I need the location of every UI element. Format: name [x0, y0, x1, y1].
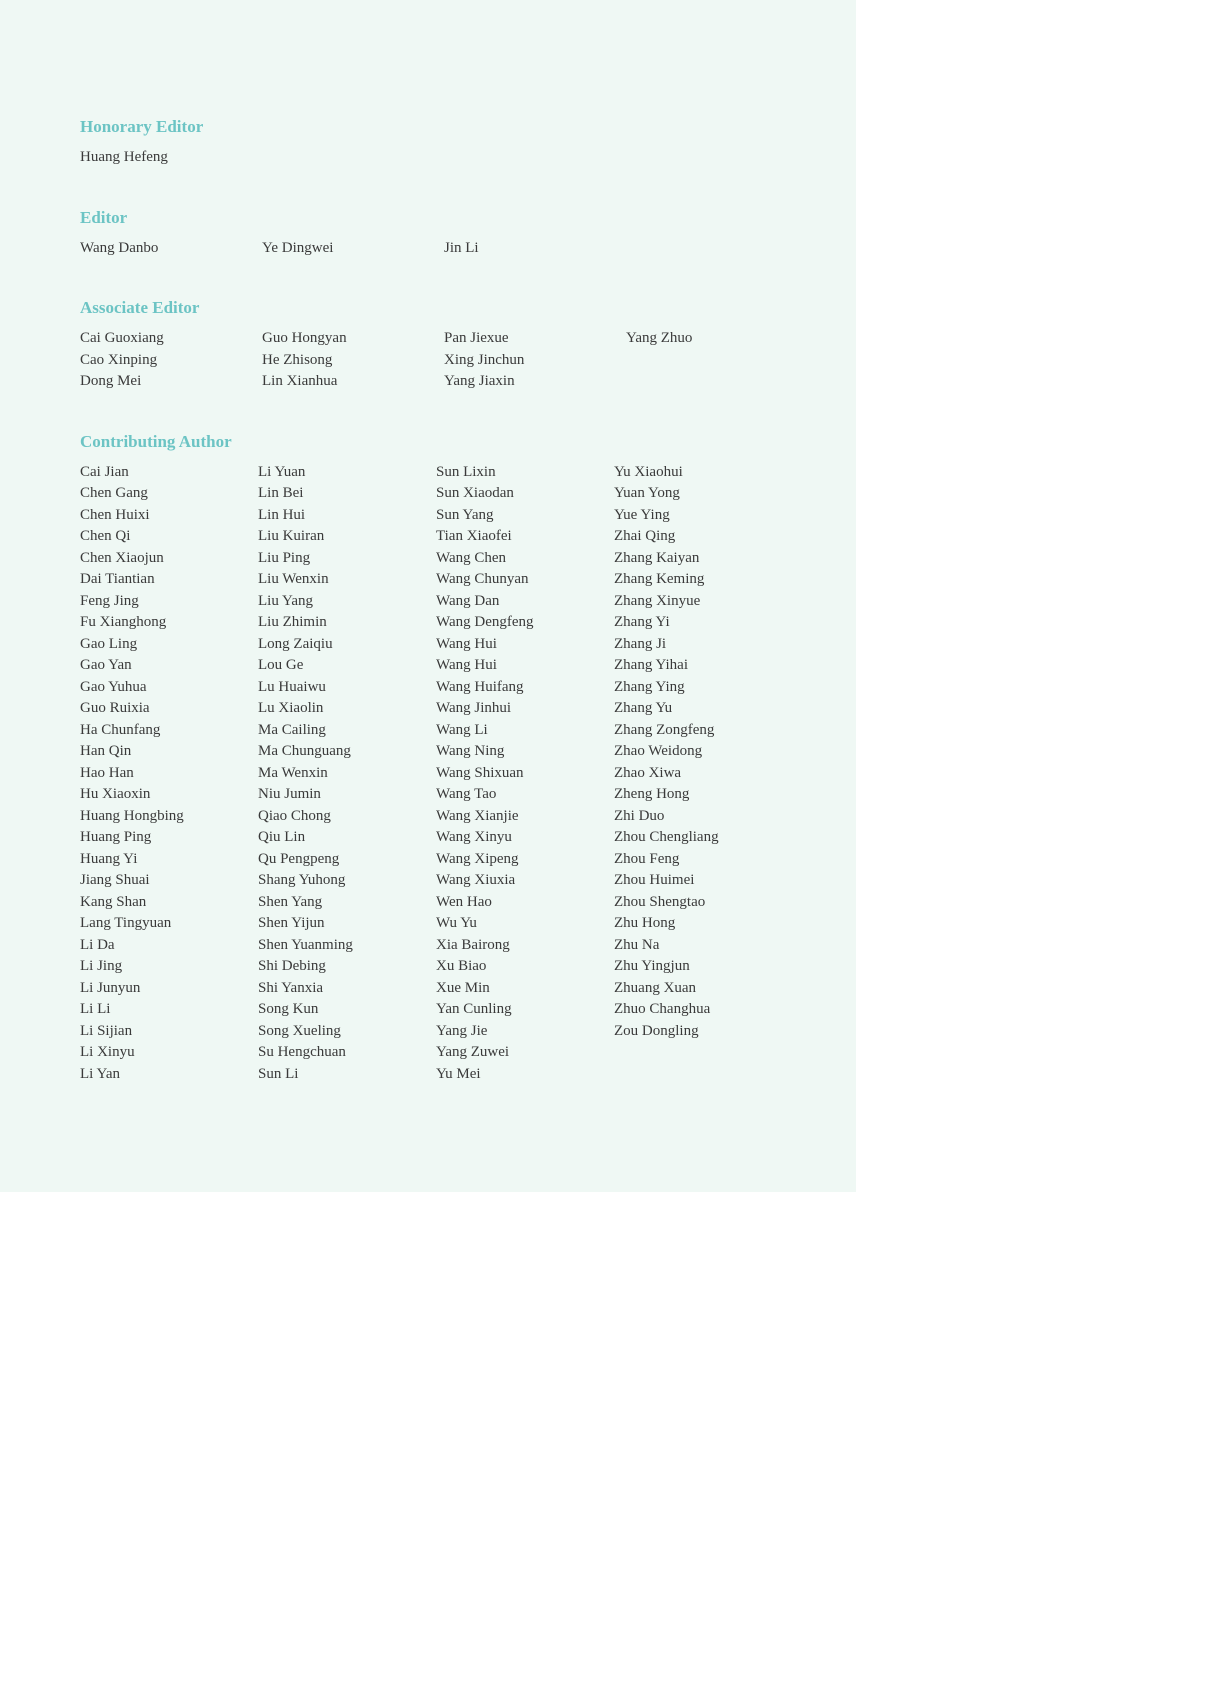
- name-entry: Yuan Yong: [614, 485, 680, 501]
- name-entry: Xue Min: [436, 979, 490, 996]
- name-row: [80, 1064, 820, 1086]
- name-entry: Jiang Shuai: [80, 872, 150, 888]
- name-entry: Gao Yan: [80, 657, 132, 673]
- name-row: [80, 371, 820, 393]
- name-entry: [626, 350, 808, 372]
- name-entry: Li Li: [80, 1001, 111, 1017]
- name-row: [80, 698, 820, 720]
- name-entry: [614, 1064, 792, 1086]
- name-entry: Yu Mei: [436, 1065, 481, 1082]
- name-row: [80, 655, 820, 677]
- name-entry: Yue Ying: [614, 506, 670, 523]
- honorary-editor-heading: Honorary Editor: [80, 117, 204, 136]
- name-entry: Zhang Yi: [614, 614, 670, 630]
- name-entry: Xing Jinchun: [444, 351, 525, 368]
- name-entry: Yang Zhuo: [626, 330, 693, 346]
- associate-editor-section: [80, 296, 820, 393]
- name-entry: Li Da: [80, 936, 115, 953]
- name-entry: Ye Dingwei: [262, 239, 334, 256]
- name-entry: Chen Gang: [80, 485, 148, 501]
- name-entry: Zhou Shengtao: [614, 893, 706, 910]
- name-entry: Yang Jiaxin: [444, 373, 515, 389]
- name-entry: Wang Shixuan: [436, 764, 524, 781]
- name-entry: Gao Yuhua: [80, 678, 147, 695]
- name-entry: Li Xinyu: [80, 1044, 135, 1060]
- name-entry: Zhou Huimei: [614, 872, 695, 888]
- name-row: [80, 569, 820, 591]
- name-entry: Zhao Weidong: [614, 743, 703, 759]
- name-entry: Sun Xiaodan: [436, 485, 514, 501]
- associate-editor-names: [80, 328, 820, 393]
- name-entry: Li Yuan: [258, 463, 306, 480]
- name-row: [80, 462, 820, 484]
- name-row: [80, 147, 820, 169]
- name-entry: Dai Tiantian: [80, 571, 155, 587]
- name-row: [80, 763, 820, 785]
- name-row: [80, 1042, 820, 1064]
- name-row: [80, 806, 820, 828]
- name-row: [80, 827, 820, 849]
- name-entry: Wen Hao: [436, 893, 492, 910]
- name-entry: Shi Debing: [258, 958, 326, 974]
- name-entry: Wang Hui: [436, 657, 497, 673]
- name-row: [80, 505, 820, 527]
- name-row: [80, 591, 820, 613]
- name-row: [80, 677, 820, 699]
- name-entry: Wang Chen: [436, 549, 507, 566]
- editor-section: [80, 206, 820, 260]
- name-entry: Lang Tingyuan: [80, 915, 172, 931]
- name-entry: Huang Ping: [80, 829, 152, 845]
- name-entry: Yan Cunling: [436, 1001, 512, 1017]
- editor-heading: Editor: [80, 207, 128, 227]
- associate-editor-heading: Associate Editor: [80, 298, 200, 317]
- name-entry: Zhang Zongfeng: [614, 721, 715, 738]
- name-entry: Liu Zhimin: [258, 614, 327, 630]
- contributing-author-names: [80, 462, 820, 1086]
- name-entry: Wang Xiuxia: [436, 872, 516, 888]
- name-entry: Wang Dengfeng: [436, 614, 534, 630]
- name-entry: Jin Li: [444, 239, 479, 256]
- page-sheet: [0, 0, 856, 1192]
- name-entry: Shen Yijun: [258, 915, 325, 931]
- name-entry: Qu Pengpeng: [258, 850, 340, 867]
- name-entry: Qiu Lin: [258, 829, 306, 845]
- name-entry: Zhou Chengliang: [614, 829, 719, 845]
- name-entry: Lou Ge: [258, 657, 304, 673]
- name-entry: Xia Bairong: [436, 936, 510, 953]
- name-entry: Zhao Xiwa: [614, 764, 682, 781]
- name-entry: Ma Chunguang: [258, 743, 351, 759]
- name-entry: Shi Yanxia: [258, 979, 324, 996]
- name-entry: Wang Huifang: [436, 678, 524, 695]
- name-row: [80, 784, 820, 806]
- name-entry: Sun Li: [258, 1065, 299, 1082]
- name-entry: Wang Li: [436, 721, 488, 738]
- name-entry: Li Yan: [80, 1065, 121, 1082]
- name-row: [80, 238, 820, 260]
- name-entry: Chen Qi: [80, 528, 131, 544]
- name-row: [80, 720, 820, 742]
- name-entry: Sun Lixin: [436, 463, 496, 480]
- name-entry: Wang Danbo: [80, 239, 159, 256]
- name-entry: Han Qin: [80, 743, 132, 759]
- name-entry: Lin Hui: [258, 506, 306, 523]
- name-entry: Li Junyun: [80, 979, 141, 996]
- contributing-author-heading: Contributing Author: [80, 431, 232, 451]
- editor-names: [80, 238, 820, 260]
- name-entry: Dong Mei: [80, 373, 142, 389]
- name-entry: Wang Jinhui: [436, 700, 512, 716]
- name-entry: He Zhisong: [262, 351, 333, 368]
- name-entry: Niu Jumin: [258, 786, 321, 802]
- name-entry: Wang Chunyan: [436, 571, 529, 587]
- name-entry: Liu Kuiran: [258, 528, 325, 544]
- name-entry: Shen Yang: [258, 893, 323, 910]
- name-entry: Chen Xiaojun: [80, 549, 164, 566]
- name-entry: [626, 371, 808, 393]
- name-entry: Wang Hui: [436, 635, 497, 652]
- name-entry: Yang Jie: [436, 1022, 488, 1039]
- name-entry: Cai Jian: [80, 463, 129, 480]
- name-entry: Long Zaiqiu: [258, 635, 333, 652]
- name-row: [80, 849, 820, 871]
- name-entry: Zhi Duo: [614, 807, 665, 824]
- name-row: [80, 913, 820, 935]
- name-entry: Zhang Ji: [614, 635, 667, 652]
- name-entry: Zhu Yingjun: [614, 958, 690, 974]
- name-row: [80, 892, 820, 914]
- name-row: [80, 956, 820, 978]
- name-entry: Pan Jiexue: [444, 330, 509, 346]
- name-entry: Zhang Kaiyan: [614, 549, 700, 566]
- name-entry: Zhou Feng: [614, 850, 680, 867]
- honorary-editor-section: [80, 115, 820, 169]
- name-entry: Song Kun: [258, 1001, 319, 1017]
- name-entry: Zhu Hong: [614, 915, 676, 931]
- name-entry: Wu Yu: [436, 915, 477, 931]
- name-entry: Qiao Chong: [258, 807, 331, 824]
- name-row: [80, 870, 820, 892]
- name-row: [80, 612, 820, 634]
- name-entry: Chen Huixi: [80, 506, 150, 523]
- name-entry: Yang Zuwei: [436, 1044, 510, 1060]
- name-row: [80, 350, 820, 372]
- name-entry: Tian Xiaofei: [436, 528, 512, 544]
- name-entry: Shang Yuhong: [258, 872, 346, 888]
- name-entry: Zhang Xinyue: [614, 592, 701, 609]
- name-entry: Lu Xiaolin: [258, 700, 324, 716]
- name-entry: Liu Wenxin: [258, 571, 329, 587]
- name-entry: Huang Hongbing: [80, 807, 184, 824]
- name-entry: Zheng Hong: [614, 786, 690, 802]
- name-entry: Lin Bei: [258, 485, 304, 501]
- name-entry: Shen Yuanming: [258, 936, 353, 953]
- name-entry: Huang Hefeng: [80, 149, 168, 165]
- name-entry: Zou Dongling: [614, 1022, 699, 1039]
- name-entry: Wang Tao: [436, 786, 497, 802]
- name-entry: Su Hengchuan: [258, 1044, 346, 1060]
- name-entry: Ma Wenxin: [258, 764, 328, 781]
- name-entry: Guo Ruixia: [80, 700, 150, 716]
- name-entry: Zhang Keming: [614, 571, 705, 587]
- name-entry: Zhang Yu: [614, 700, 673, 716]
- name-row: [80, 483, 820, 505]
- name-entry: Li Sijian: [80, 1022, 133, 1039]
- name-row: [80, 1021, 820, 1043]
- name-entry: Wang Xinyu: [436, 829, 512, 845]
- name-entry: [614, 1042, 792, 1064]
- name-entry: Hao Han: [80, 764, 134, 781]
- name-entry: Zhang Ying: [614, 678, 685, 695]
- name-entry: Liu Ping: [258, 549, 311, 566]
- name-row: [80, 328, 820, 350]
- name-row: [80, 526, 820, 548]
- name-row: [80, 999, 820, 1021]
- name-entry: Zhai Qing: [614, 528, 676, 544]
- name-row: [80, 741, 820, 763]
- name-entry: Zhuo Changhua: [614, 1001, 711, 1017]
- honorary-editor-names: [80, 147, 820, 169]
- contributing-author-section: [80, 430, 820, 1086]
- name-entry: Wang Xianjie: [436, 807, 519, 824]
- name-entry: Li Jing: [80, 958, 123, 974]
- name-entry: Liu Yang: [258, 592, 314, 609]
- name-entry: Guo Hongyan: [262, 330, 347, 346]
- name-entry: Wang Xipeng: [436, 850, 519, 867]
- name-entry: Huang Yi: [80, 850, 138, 867]
- name-entry: Feng Jing: [80, 592, 139, 609]
- name-entry: Gao Ling: [80, 635, 138, 652]
- name-entry: Zhu Na: [614, 936, 660, 953]
- name-row: [80, 548, 820, 570]
- name-entry: Zhang Yihai: [614, 657, 689, 673]
- name-entry: Kang Shan: [80, 893, 147, 910]
- name-entry: Hu Xiaoxin: [80, 786, 151, 802]
- name-entry: Wang Dan: [436, 592, 500, 609]
- name-entry: Fu Xianghong: [80, 614, 167, 630]
- name-entry: Ma Cailing: [258, 721, 326, 738]
- name-entry: Song Xueling: [258, 1022, 341, 1039]
- name-entry: Cai Guoxiang: [80, 330, 164, 346]
- name-entry: Zhuang Xuan: [614, 979, 697, 996]
- name-row: [80, 978, 820, 1000]
- name-row: [80, 634, 820, 656]
- name-entry: Lu Huaiwu: [258, 678, 326, 695]
- name-entry: Cao Xinping: [80, 351, 158, 368]
- name-entry: Xu Biao: [436, 958, 487, 974]
- name-entry: Lin Xianhua: [262, 373, 338, 389]
- name-entry: Yu Xiaohui: [614, 463, 683, 480]
- credits-content: [80, 115, 820, 1085]
- name-row: [80, 935, 820, 957]
- name-entry: Wang Ning: [436, 743, 505, 759]
- name-entry: Sun Yang: [436, 506, 494, 523]
- name-entry: Ha Chunfang: [80, 721, 161, 738]
